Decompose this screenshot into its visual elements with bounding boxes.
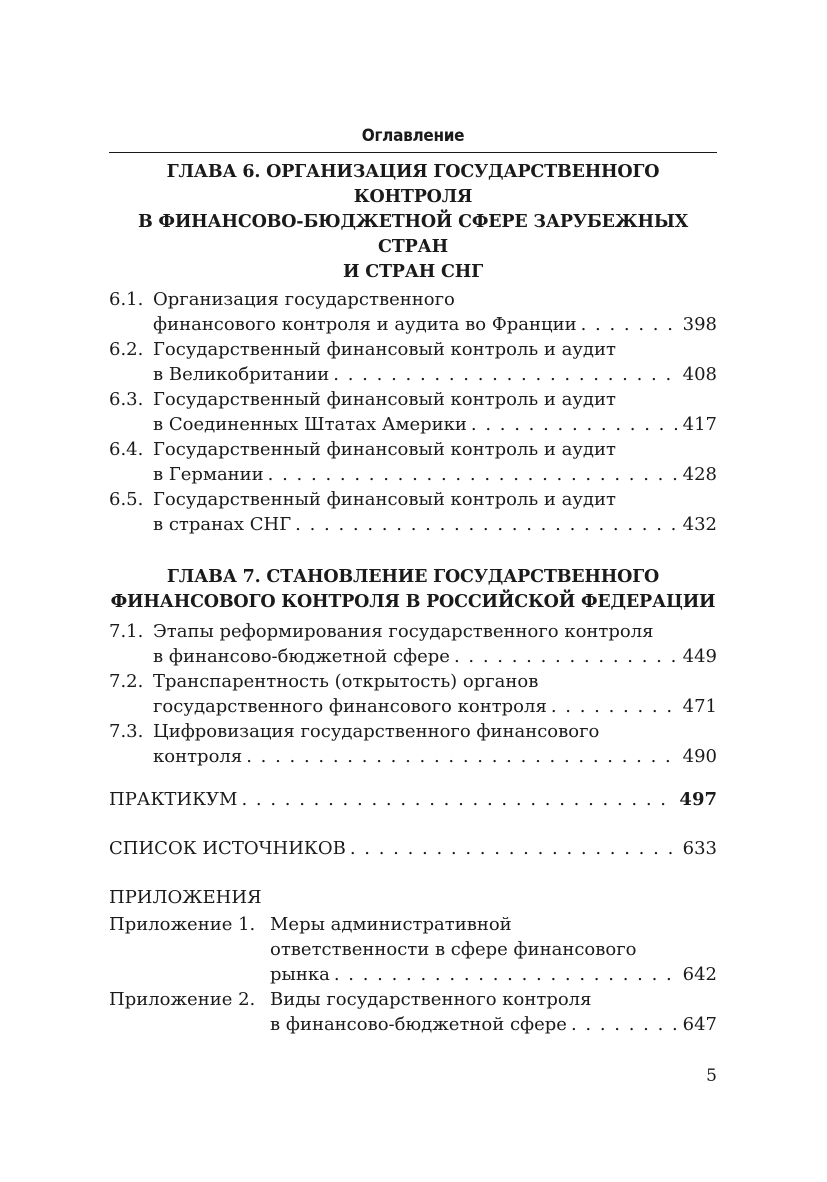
chapter-title-line: ГЛАВА 6. ОРГАНИЗАЦИЯ ГОСУДАРСТВЕННОГО КОНТРОЛЯ xyxy=(166,162,660,207)
page-ref: 642 xyxy=(682,964,717,985)
dot-leader xyxy=(246,744,677,769)
toc-entry-appendix-2[interactable] xyxy=(109,987,717,1037)
toc-entry-7-2[interactable] xyxy=(109,669,717,719)
dot-leader xyxy=(551,694,677,719)
dot-leader xyxy=(581,312,677,337)
entry-title-line: Меры административной xyxy=(270,914,512,935)
entry-title-line: Транспарентность (открытость) органов xyxy=(153,671,539,692)
entry-title-line: контроля xyxy=(153,746,243,767)
entry-title-line: в Германии xyxy=(153,464,264,485)
entry-title-line: Виды государственного контроля xyxy=(270,989,592,1010)
page-number: 5 xyxy=(706,1066,717,1086)
entry-title-line: Государственный финансовый контроль и аудит xyxy=(153,439,616,460)
toc-entry-7-3[interactable] xyxy=(109,719,717,769)
toc-entry-6-4[interactable] xyxy=(109,437,717,487)
page-ref: 398 xyxy=(682,314,717,335)
toc-entry-7-1[interactable] xyxy=(109,619,717,669)
entry-title-line: Организация государственного xyxy=(153,289,455,310)
toc-entry-sources[interactable] xyxy=(109,836,717,861)
chapter-title-line: ГЛАВА 7. СТАНОВЛЕНИЕ ГОСУДАРСТВЕННОГО xyxy=(166,567,660,587)
toc-entry-practicum[interactable] xyxy=(109,787,717,812)
dot-leader xyxy=(295,512,677,537)
entry-title-line: в Великобритании xyxy=(153,364,330,385)
appendix-label: Приложение 1. xyxy=(109,914,256,935)
entry-title-line: в финансово-бюджетной сфере xyxy=(153,646,450,667)
page-ref: 417 xyxy=(682,414,717,435)
dot-leader xyxy=(454,644,677,669)
entry-title-line: государственного финансового контроля xyxy=(153,696,547,717)
chapter-title-line: И СТРАН СНГ xyxy=(343,262,483,282)
dot-leader xyxy=(333,362,677,387)
toc-entry-appendix-1[interactable] xyxy=(109,912,717,987)
dot-leader xyxy=(350,836,677,861)
section-number: 7.3. xyxy=(109,721,144,742)
dot-leader xyxy=(571,1012,677,1037)
section-number: 6.4. xyxy=(109,439,144,460)
entry-title-line: рынка xyxy=(270,964,330,985)
appendix-label: Приложение 2. xyxy=(109,989,256,1010)
entry-title: СПИСОК ИСТОЧНИКОВ xyxy=(109,838,346,859)
toc-entry-6-2[interactable] xyxy=(109,337,717,387)
page-ref: 428 xyxy=(682,464,717,485)
entry-title-line: Государственный финансовый контроль и аудит xyxy=(153,339,616,360)
toc-entry-6-5[interactable] xyxy=(109,487,717,537)
section-number: 7.2. xyxy=(109,671,144,692)
chapter-title-line: В ФИНАНСОВО-БЮДЖЕТНОЙ СФЕРЕ ЗАРУБЕЖНЫХ СТРАН xyxy=(137,212,689,257)
page-ref: 633 xyxy=(682,838,717,859)
chapter-7-title[interactable] xyxy=(109,565,717,615)
dot-leader xyxy=(334,962,677,987)
entry-title-line: Государственный финансовый контроль и аудит xyxy=(153,389,616,410)
chapter-title-line: ФИНАНСОВОГО КОНТРОЛЯ В РОССИЙСКОЙ ФЕДЕРАЦИИ xyxy=(110,592,716,612)
entry-title-line: в финансово-бюджетной сфере xyxy=(270,1014,567,1035)
section-number: 7.1. xyxy=(109,621,144,642)
section-number: 6.2. xyxy=(109,339,144,360)
entry-title-line: в странах СНГ xyxy=(153,514,292,535)
page-ref: 432 xyxy=(682,514,717,535)
entry-title: ПРАКТИКУМ xyxy=(109,789,238,810)
chapter-6-title[interactable] xyxy=(109,160,717,285)
page-ref: 497 xyxy=(679,789,717,810)
page-ref: 490 xyxy=(682,746,717,767)
appendices-heading: ПРИЛОЖЕНИЯ xyxy=(109,887,262,908)
section-number: 6.1. xyxy=(109,289,144,310)
entry-title-line: Этапы реформирования государственного контроля xyxy=(153,621,654,642)
page-ref: 449 xyxy=(682,646,717,667)
dot-leader xyxy=(471,412,677,437)
page-ref: 408 xyxy=(682,364,717,385)
running-header: Оглавление xyxy=(361,126,465,146)
page-ref: 647 xyxy=(682,1014,717,1035)
section-number: 6.5. xyxy=(109,489,144,510)
table-of-contents xyxy=(109,160,717,1037)
dot-leader xyxy=(241,787,675,812)
section-number: 6.3. xyxy=(109,389,144,410)
entry-title-line: в Соединенных Штатах Америки xyxy=(153,414,467,435)
entry-title-line: ответственности в сфере финансового xyxy=(270,939,637,960)
entry-title-line: финансового контроля и аудита во Франции xyxy=(153,314,577,335)
entry-title-line: Государственный финансовый контроль и аудит xyxy=(153,489,616,510)
toc-entry-6-3[interactable] xyxy=(109,387,717,437)
page-ref: 471 xyxy=(682,696,717,717)
header-rule xyxy=(109,152,717,153)
toc-entry-6-1[interactable] xyxy=(109,287,717,337)
dot-leader xyxy=(268,462,677,487)
entry-title-line: Цифровизация государственного финансового xyxy=(153,721,600,742)
